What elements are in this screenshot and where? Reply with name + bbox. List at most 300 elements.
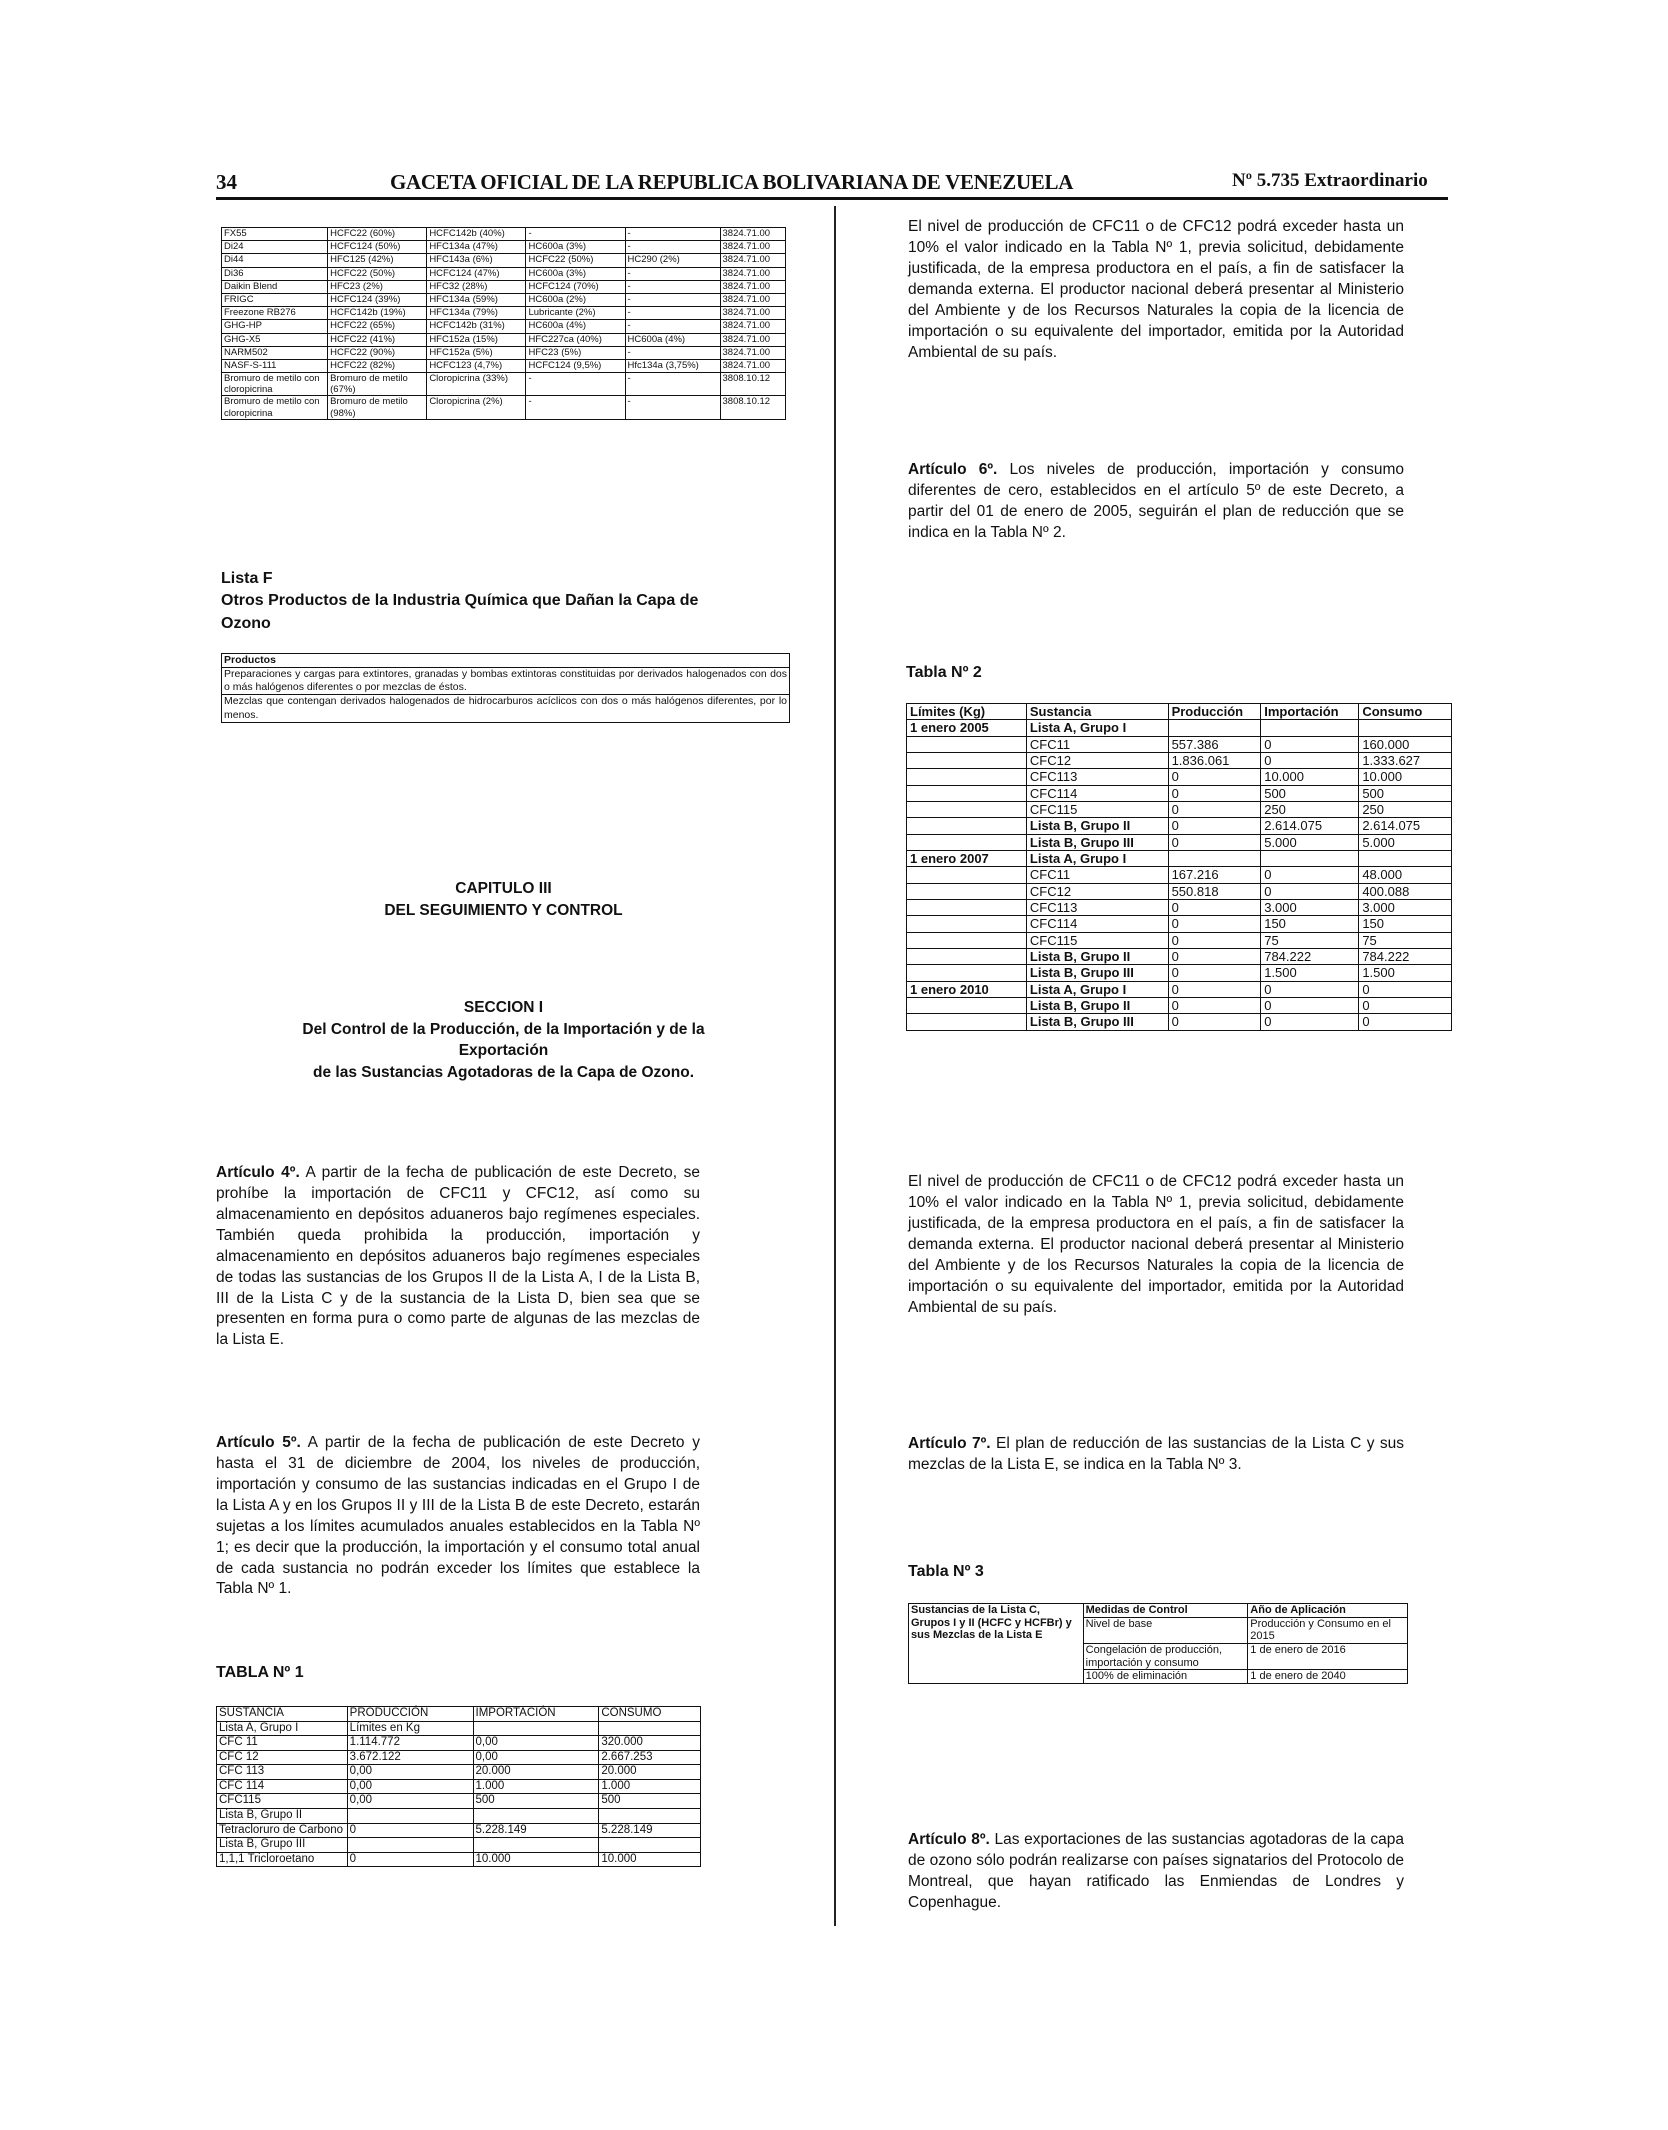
lista-f-table-header: Productos bbox=[222, 654, 790, 668]
tabla-1-cell: 2.667.253 bbox=[599, 1750, 701, 1765]
table-row bbox=[217, 1852, 701, 1867]
tabla-2-header: Límites (Kg) bbox=[907, 704, 1027, 720]
section-title-3: de las Sustancias Agotadoras de la Capa de Ozono. bbox=[313, 1064, 694, 1082]
mixture-cell: HCFC142b (19%) bbox=[328, 307, 427, 320]
tabla-2-cell: Lista B, Grupo III bbox=[1026, 1014, 1168, 1030]
tabla-2-cell: 500 bbox=[1261, 785, 1359, 801]
tabla-2-cell: 160.000 bbox=[1359, 736, 1452, 752]
tabla-1-cell: 0,00 bbox=[473, 1750, 599, 1765]
mixture-cell: - bbox=[526, 396, 625, 419]
table-cell bbox=[599, 1721, 701, 1736]
mixture-cell: HCFC22 (50%) bbox=[526, 254, 625, 267]
tabla-2-cell: 48.000 bbox=[1359, 867, 1452, 883]
tabla-1-cell: 0,00 bbox=[347, 1794, 473, 1809]
tabla-1-cell: 500 bbox=[473, 1794, 599, 1809]
right-paragraph-1: El nivel de producción de CFC11 o de CFC12 podrá exceder hasta un 10% el valor indicado en la Tabla Nº 1, previa solicitud, debidamente justificada, de la empresa productora en el país, a fin de satisfacer la demanda externa. El productor nacional deberá presentar al Ministerio del Ambiente y de los Recursos Naturales la copia de la licencia de importación o su equivalente del importador, emitida por la Autoridad Ambiental de su país. bbox=[908, 218, 1404, 361]
table-row bbox=[222, 333, 786, 346]
table-row bbox=[217, 1779, 701, 1794]
table-row bbox=[907, 948, 1452, 964]
mixture-cell: 3824.71.00 bbox=[720, 228, 785, 241]
tabla-2-cell: 0 bbox=[1261, 883, 1359, 899]
mixture-cell: HFC134a (79%) bbox=[427, 307, 526, 320]
tabla-2-cell: 150 bbox=[1261, 916, 1359, 932]
table-row bbox=[217, 1707, 701, 1722]
chapter-heading bbox=[221, 878, 786, 921]
mixture-cell: 3808.10.12 bbox=[720, 373, 785, 396]
mixture-cell: HC600a (2%) bbox=[526, 293, 625, 306]
article-4-label: Artículo 4º. bbox=[216, 1164, 300, 1181]
tabla-1-cell: 20.000 bbox=[599, 1765, 701, 1780]
tabla-2-cell bbox=[1168, 720, 1261, 736]
chapter-number: CAPITULO III bbox=[455, 880, 552, 897]
tabla-2-cell: 0 bbox=[1168, 965, 1261, 981]
mixture-cell: 3824.71.00 bbox=[720, 346, 785, 359]
page-number: 34 bbox=[216, 170, 237, 194]
mixture-cell: Daikin Blend bbox=[222, 280, 328, 293]
tabla-2-cell bbox=[907, 997, 1027, 1013]
table-row bbox=[907, 1014, 1452, 1030]
table-row bbox=[907, 899, 1452, 915]
mixture-cell: 3808.10.12 bbox=[720, 396, 785, 419]
article-7-label: Artículo 7º. bbox=[908, 1435, 991, 1452]
tabla-2-cell: 0 bbox=[1261, 867, 1359, 883]
tabla-2-cell: CFC11 bbox=[1026, 867, 1168, 883]
mixture-cell: HC600a (4%) bbox=[526, 320, 625, 333]
lista-f-heading bbox=[221, 568, 711, 635]
tabla-2-cell: Lista A, Grupo I bbox=[1026, 720, 1168, 736]
tabla-1-cell: CFC 113 bbox=[217, 1765, 348, 1780]
tabla-2-cell: Lista B, Grupo II bbox=[1026, 997, 1168, 1013]
table-row bbox=[217, 1808, 701, 1823]
tabla-2-cell: 0 bbox=[1168, 785, 1261, 801]
table-row bbox=[222, 346, 786, 359]
tabla-2 bbox=[906, 703, 1452, 1031]
tabla-2-cell: 5.000 bbox=[1261, 834, 1359, 850]
tabla-3-cell: 1 de enero de 2016 bbox=[1248, 1643, 1408, 1669]
mixture-cell: GHG-X5 bbox=[222, 333, 328, 346]
table-row bbox=[222, 241, 786, 254]
mixture-cell: FX55 bbox=[222, 228, 328, 241]
article-5 bbox=[216, 1433, 700, 1600]
tabla-2-cell: 0 bbox=[1359, 1014, 1452, 1030]
mixture-cell: Cloropicrina (33%) bbox=[427, 373, 526, 396]
table-row bbox=[217, 1838, 701, 1853]
mixture-cell: HFC23 (5%) bbox=[526, 346, 625, 359]
tabla-2-cell: 3.000 bbox=[1261, 899, 1359, 915]
tabla-2-cell bbox=[907, 785, 1027, 801]
table-row bbox=[222, 373, 786, 396]
mixture-cell: HCFC142b (40%) bbox=[427, 228, 526, 241]
article-8-text: Las exportaciones de las sustancias agotadoras de la capa de ozono sólo podrán realizarse con países signatarios del Protocolo de Montreal, que hayan ratificado las Enmiendas de Londres y Copenhague. bbox=[908, 1831, 1405, 1911]
tabla-2-cell bbox=[907, 965, 1027, 981]
mixture-cell: HFC143a (6%) bbox=[427, 254, 526, 267]
table-row bbox=[907, 720, 1452, 736]
tabla-2-cell bbox=[1359, 850, 1452, 866]
tabla-2-cell: 784.222 bbox=[1261, 948, 1359, 964]
mixture-cell: HCFC22 (41%) bbox=[328, 333, 427, 346]
article-8 bbox=[908, 1830, 1404, 1914]
tabla-2-cell: 250 bbox=[1261, 801, 1359, 817]
tabla-1-header: PRODUCCIÓN bbox=[347, 1707, 473, 1722]
table-cell bbox=[599, 1808, 701, 1823]
tabla-2-cell: 0 bbox=[1261, 1014, 1359, 1030]
mixture-cell: 3824.71.00 bbox=[720, 254, 785, 267]
gazette-title: GACETA OFICIAL DE LA REPUBLICA BOLIVARIANA DE VENEZUELA bbox=[390, 170, 1074, 194]
mixture-cell: HFC152a (5%) bbox=[427, 346, 526, 359]
table-row bbox=[907, 916, 1452, 932]
table-row bbox=[217, 1765, 701, 1780]
tabla-2-cell: CFC12 bbox=[1026, 752, 1168, 768]
mixture-cell: FRIGC bbox=[222, 293, 328, 306]
tabla-2-cell bbox=[907, 883, 1027, 899]
table-row bbox=[907, 752, 1452, 768]
mixture-cell: - bbox=[526, 228, 625, 241]
mixture-cell: HCFC22 (82%) bbox=[328, 359, 427, 372]
table-row bbox=[907, 801, 1452, 817]
tabla-3 bbox=[908, 1603, 1408, 1684]
mixture-cell: - bbox=[625, 267, 720, 280]
article-5-text: A partir de la fecha de publicación de este Decreto y hasta el 31 de diciembre de 2004, los niveles de producción, importación y consumo de las sustancias indicadas en el Grupo I de la Lista A y en los Grupos II y III de la Lista B de este Decreto, estarán sujetas a los límites acumulados anuales establecidos en la Tabla Nº 1; es decir que la producción, la importación y el consumo total anual de cada sustancia no podrán exceder los límites que establece la Tabla Nº 1. bbox=[216, 1434, 701, 1598]
chapter-title: DEL SEGUIMIENTO Y CONTROL bbox=[384, 901, 623, 919]
mixture-cell: HFC134a (59%) bbox=[427, 293, 526, 306]
tabla-1-group: Lista B, Grupo II bbox=[217, 1808, 348, 1823]
tabla-2-caption: Tabla Nº 2 bbox=[906, 664, 982, 681]
article-6-label: Artículo 6º. bbox=[908, 461, 998, 478]
tabla-1-group: Lista B, Grupo III bbox=[217, 1838, 348, 1853]
tabla-3-cell: 1 de enero de 2040 bbox=[1248, 1670, 1408, 1684]
tabla-2-cell: CFC113 bbox=[1026, 769, 1168, 785]
tabla-2-cell bbox=[907, 899, 1027, 915]
lista-f-item: Preparaciones y cargas para extintores, granadas y bombas extintoras constituidas por derivados halogenados con dos o más halógenos diferentes o por mezclas de éstos. bbox=[222, 668, 790, 695]
mixture-cell: Freezone RB276 bbox=[222, 307, 328, 320]
tabla-1-cell: 5.228.149 bbox=[599, 1823, 701, 1838]
tabla-2-cell: 500 bbox=[1359, 785, 1452, 801]
tabla-1-units: Límites en Kg bbox=[347, 1721, 473, 1736]
tabla-2-cell: Lista B, Grupo II bbox=[1026, 818, 1168, 834]
mixture-cell: NASF-S-111 bbox=[222, 359, 328, 372]
article-8-label: Artículo 8º. bbox=[908, 1831, 990, 1848]
article-4-text: A partir de la fecha de publicación de este Decreto, se prohíbe la importación de CFC11 y CFC12, así como su almacenamiento en depósitos aduaneros bajo regímenes especiales. También queda prohibida la producción, importación y almacenamiento en depósitos aduaneros bajo regímenes especiales de todas las sustancias de los Grupos II de la Lista A, I de la Lista B, III de la Lista C y de la sustancia de la Lista D, bien sea que se presenten en forma pura o como parte de algunas de las mezclas de la Lista E. bbox=[216, 1164, 700, 1349]
mixture-cell: 3824.71.00 bbox=[720, 280, 785, 293]
mixtures-table bbox=[221, 227, 786, 420]
tabla-1-cell: 1,1,1 Tricloroetano bbox=[217, 1852, 348, 1867]
tabla-3-header: Medidas de Control bbox=[1083, 1604, 1248, 1618]
tabla-1-header: SUSTANCIA bbox=[217, 1707, 348, 1722]
tabla-1-cell: 500 bbox=[599, 1794, 701, 1809]
table-row bbox=[907, 704, 1452, 720]
tabla-2-cell: 0 bbox=[1168, 899, 1261, 915]
article-7 bbox=[908, 1434, 1404, 1476]
table-cell bbox=[473, 1721, 599, 1736]
section-title-2: Exportación bbox=[458, 1042, 549, 1060]
mixture-cell: HC600a (4%) bbox=[625, 333, 720, 346]
tabla-2-cell: CFC113 bbox=[1026, 899, 1168, 915]
article-4 bbox=[216, 1163, 700, 1351]
tabla-2-cell: CFC115 bbox=[1026, 801, 1168, 817]
mixture-cell: 3824.71.00 bbox=[720, 241, 785, 254]
tabla-1-cell: 1.114.772 bbox=[347, 1736, 473, 1751]
tabla-2-cell: 0 bbox=[1168, 916, 1261, 932]
tabla-2-header: Importación bbox=[1261, 704, 1359, 720]
tabla-1-cell: 10.000 bbox=[473, 1852, 599, 1867]
tabla-2-cell bbox=[907, 736, 1027, 752]
mixture-cell: HC600a (3%) bbox=[526, 267, 625, 280]
table-row bbox=[907, 997, 1452, 1013]
tabla-1-cell: 0 bbox=[347, 1852, 473, 1867]
mixture-cell: Hfc134a (3,75%) bbox=[625, 359, 720, 372]
table-cell bbox=[347, 1838, 473, 1853]
table-row bbox=[907, 883, 1452, 899]
tabla-2-cell bbox=[907, 867, 1027, 883]
tabla-2-cell: 0 bbox=[1168, 997, 1261, 1013]
mixture-cell: HFC227ca (40%) bbox=[526, 333, 625, 346]
table-cell bbox=[599, 1838, 701, 1853]
tabla-2-cell: 0 bbox=[1168, 981, 1261, 997]
article-7-text: El plan de reducción de las sustancias de la Lista C y sus mezclas de la Lista E, se indica en la Tabla Nº 3. bbox=[908, 1435, 1405, 1473]
mixture-cell: HCFC22 (65%) bbox=[328, 320, 427, 333]
table-row bbox=[907, 867, 1452, 883]
tabla-1-cell: 3.672.122 bbox=[347, 1750, 473, 1765]
tabla-1-cell: 0 bbox=[347, 1823, 473, 1838]
mixture-cell: - bbox=[625, 396, 720, 419]
mixture-cell: Bromuro de metilo (98%) bbox=[328, 396, 427, 419]
tabla-2-cell bbox=[907, 948, 1027, 964]
table-row bbox=[222, 267, 786, 280]
section-number: SECCION I bbox=[463, 999, 544, 1016]
table-row bbox=[222, 254, 786, 267]
mixture-cell: 3824.71.00 bbox=[720, 359, 785, 372]
tabla-2-cell: 0 bbox=[1359, 997, 1452, 1013]
mixture-cell: Bromuro de metilo con cloropicrina bbox=[222, 396, 328, 419]
tabla-2-cell: 0 bbox=[1261, 736, 1359, 752]
tabla-2-cell: 400.088 bbox=[1359, 883, 1452, 899]
table-row bbox=[907, 850, 1452, 866]
tabla-2-cell: 10.000 bbox=[1359, 769, 1452, 785]
tabla-1-header: IMPORTACIÓN bbox=[473, 1707, 599, 1722]
mixture-cell: HFC125 (42%) bbox=[328, 254, 427, 267]
lista-f-item: Mezclas que contengan derivados halogenados de hidrocarburos acíclicos con dos o más halógenos diferentes, por lo menos. bbox=[222, 695, 790, 722]
table-cell bbox=[347, 1808, 473, 1823]
tabla-2-cell: Lista B, Grupo III bbox=[1026, 834, 1168, 850]
tabla-2-cell: 557.386 bbox=[1168, 736, 1261, 752]
table-row bbox=[217, 1721, 701, 1736]
tabla-2-cell: 10.000 bbox=[1261, 769, 1359, 785]
tabla-1-cell: CFC 114 bbox=[217, 1779, 348, 1794]
table-cell bbox=[473, 1808, 599, 1823]
lista-f-title: Lista F bbox=[221, 570, 273, 587]
tabla-2-cell: 550.818 bbox=[1168, 883, 1261, 899]
mixture-cell: HC600a (3%) bbox=[526, 241, 625, 254]
tabla-2-cell: Lista A, Grupo I bbox=[1026, 850, 1168, 866]
tabla-2-cell bbox=[1168, 850, 1261, 866]
tabla-2-cell: 2.614.075 bbox=[1261, 818, 1359, 834]
mixture-cell: HFC32 (28%) bbox=[427, 280, 526, 293]
mixture-cell: Di44 bbox=[222, 254, 328, 267]
table-row bbox=[907, 818, 1452, 834]
tabla-2-cell: 2.614.075 bbox=[1359, 818, 1452, 834]
tabla-2-cell bbox=[907, 752, 1027, 768]
tabla-2-cell bbox=[907, 916, 1027, 932]
table-row bbox=[222, 228, 786, 241]
tabla-2-cell: 0 bbox=[1261, 981, 1359, 997]
section-title-1: Del Control de la Producción, de la Importación y de la bbox=[302, 1020, 705, 1038]
tabla-1-cell: Tetracloruro de Carbono bbox=[217, 1823, 348, 1838]
tabla-1-caption: TABLA Nº 1 bbox=[216, 1664, 304, 1681]
table-row bbox=[217, 1794, 701, 1809]
tabla-1-cell: 5.228.149 bbox=[473, 1823, 599, 1838]
mixture-cell: HCFC123 (4,7%) bbox=[427, 359, 526, 372]
tabla-2-cell: Lista B, Grupo II bbox=[1026, 948, 1168, 964]
mixture-cell: 3824.71.00 bbox=[720, 293, 785, 306]
tabla-2-cell: 3.000 bbox=[1359, 899, 1452, 915]
mixture-cell: - bbox=[625, 307, 720, 320]
mixture-cell: HCFC124 (39%) bbox=[328, 293, 427, 306]
table-row bbox=[222, 293, 786, 306]
mixture-cell: HCFC124 (50%) bbox=[328, 241, 427, 254]
tabla-3-header: Año de Aplicación bbox=[1248, 1604, 1408, 1618]
tabla-2-cell: Lista B, Grupo III bbox=[1026, 965, 1168, 981]
section-heading bbox=[221, 997, 786, 1084]
tabla-2-cell: 0 bbox=[1359, 981, 1452, 997]
tabla-2-cell: 0 bbox=[1168, 1014, 1261, 1030]
tabla-3-cell: Congelación de producción, importación y consumo bbox=[1083, 1643, 1248, 1669]
tabla-2-cell bbox=[1261, 850, 1359, 866]
tabla-2-cell: 150 bbox=[1359, 916, 1452, 932]
tabla-2-cell: 75 bbox=[1359, 932, 1452, 948]
article-6 bbox=[908, 460, 1404, 544]
tabla-2-cell: 0 bbox=[1168, 769, 1261, 785]
tabla-3-cell: Nivel de base bbox=[1083, 1617, 1248, 1643]
mixture-cell: 3824.71.00 bbox=[720, 333, 785, 346]
tabla-1-cell: 320.000 bbox=[599, 1736, 701, 1751]
mixture-cell: Di24 bbox=[222, 241, 328, 254]
mixture-cell: - bbox=[625, 346, 720, 359]
tabla-2-cell: CFC114 bbox=[1026, 785, 1168, 801]
tabla-2-header: Producción bbox=[1168, 704, 1261, 720]
tabla-1-group: Lista A, Grupo I bbox=[217, 1721, 348, 1736]
mixture-cell: HCFC22 (90%) bbox=[328, 346, 427, 359]
mixture-cell: - bbox=[625, 320, 720, 333]
mixture-cell: Bromuro de metilo (67%) bbox=[328, 373, 427, 396]
table-row bbox=[222, 359, 786, 372]
lista-f-table bbox=[221, 653, 790, 723]
mixture-cell: - bbox=[625, 241, 720, 254]
mixture-cell: HCFC124 (47%) bbox=[427, 267, 526, 280]
tabla-2-cell: 1.500 bbox=[1359, 965, 1452, 981]
tabla-1-cell: 1.000 bbox=[473, 1779, 599, 1794]
mixture-cell: 3824.71.00 bbox=[720, 267, 785, 280]
mixture-cell: Lubricante (2%) bbox=[526, 307, 625, 320]
mixture-cell: HCFC142b (31%) bbox=[427, 320, 526, 333]
tabla-2-cell: 167.216 bbox=[1168, 867, 1261, 883]
table-row bbox=[907, 769, 1452, 785]
mixture-cell: Di36 bbox=[222, 267, 328, 280]
tabla-1-cell: CFC 12 bbox=[217, 1750, 348, 1765]
mixture-cell: - bbox=[625, 293, 720, 306]
tabla-1-cell: 10.000 bbox=[599, 1852, 701, 1867]
tabla-2-cell: CFC12 bbox=[1026, 883, 1168, 899]
table-row bbox=[217, 1823, 701, 1838]
tabla-2-cell: 1 enero 2005 bbox=[907, 720, 1027, 736]
table-row bbox=[222, 307, 786, 320]
tabla-2-cell bbox=[1261, 720, 1359, 736]
issue-number: Nº 5.735 Extraordinario bbox=[1232, 170, 1428, 191]
tabla-1-cell: 0,00 bbox=[473, 1736, 599, 1751]
right-paragraph-2: El nivel de producción de CFC11 o de CFC12 podrá exceder hasta un 10% el valor indicado en la Tabla Nº 1, previa solicitud, debidamente justificada, de la empresa productora en el país, a fin de satisfacer la demanda externa. El productor nacional deberá presentar al Ministerio del Ambiente y de los Recursos Naturales la copia de la licencia de importación o su equivalente del importador, emitida por la Autoridad Ambiental de su país. bbox=[908, 1173, 1404, 1316]
tabla-2-cell: 0 bbox=[1168, 932, 1261, 948]
tabla-2-cell: 0 bbox=[1168, 834, 1261, 850]
mixture-cell: HFC134a (47%) bbox=[427, 241, 526, 254]
table-row bbox=[907, 834, 1452, 850]
article-5-label: Artículo 5º. bbox=[216, 1434, 301, 1451]
tabla-2-cell: 0 bbox=[1261, 752, 1359, 768]
table-row bbox=[217, 1736, 701, 1751]
tabla-2-cell: 0 bbox=[1168, 818, 1261, 834]
tabla-1-cell: 0,00 bbox=[347, 1765, 473, 1780]
tabla-2-cell bbox=[907, 801, 1027, 817]
tabla-2-cell: CFC114 bbox=[1026, 916, 1168, 932]
mixture-cell: - bbox=[625, 280, 720, 293]
mixture-cell: Cloropicrina (2%) bbox=[427, 396, 526, 419]
mixture-cell: - bbox=[625, 228, 720, 241]
mixture-cell: Bromuro de metilo con cloropicrina bbox=[222, 373, 328, 396]
mixture-cell: HCFC22 (50%) bbox=[328, 267, 427, 280]
tabla-2-header: Sustancia bbox=[1026, 704, 1168, 720]
tabla-2-cell: 1.500 bbox=[1261, 965, 1359, 981]
tabla-2-cell: 1.333.627 bbox=[1359, 752, 1452, 768]
tabla-2-cell: CFC11 bbox=[1026, 736, 1168, 752]
table-row bbox=[907, 981, 1452, 997]
tabla-2-cell: Lista A, Grupo I bbox=[1026, 981, 1168, 997]
mixture-cell: NARM502 bbox=[222, 346, 328, 359]
header-rule bbox=[216, 197, 1448, 200]
tabla-2-cell: 250 bbox=[1359, 801, 1452, 817]
tabla-3-header: Sustancias de la Lista C, Grupos I y II (HCFC y HCFBr) y sus Mezclas de la Lista E bbox=[909, 1604, 1084, 1684]
tabla-2-cell: 784.222 bbox=[1359, 948, 1452, 964]
tabla-2-cell: 5.000 bbox=[1359, 834, 1452, 850]
tabla-3-cell: Producción y Consumo en el 2015 bbox=[1248, 1617, 1408, 1643]
mixture-cell: 3824.71.00 bbox=[720, 320, 785, 333]
tabla-2-cell bbox=[907, 1014, 1027, 1030]
tabla-2-cell bbox=[907, 769, 1027, 785]
tabla-2-cell: CFC115 bbox=[1026, 932, 1168, 948]
tabla-2-cell: 1 enero 2010 bbox=[907, 981, 1027, 997]
tabla-1-cell: 0,00 bbox=[347, 1779, 473, 1794]
tabla-1-cell: CFC115 bbox=[217, 1794, 348, 1809]
mixture-cell: - bbox=[526, 373, 625, 396]
table-row bbox=[222, 280, 786, 293]
column-divider bbox=[834, 206, 836, 1926]
tabla-2-cell: 0 bbox=[1261, 997, 1359, 1013]
tabla-3-cell: 100% de eliminación bbox=[1083, 1670, 1248, 1684]
tabla-1-cell: 20.000 bbox=[473, 1765, 599, 1780]
tabla-2-header: Consumo bbox=[1359, 704, 1452, 720]
mixture-cell: HFC23 (2%) bbox=[328, 280, 427, 293]
tabla-2-cell bbox=[1359, 720, 1452, 736]
tabla-2-cell: 1.836.061 bbox=[1168, 752, 1261, 768]
tabla-3-caption: Tabla Nº 3 bbox=[908, 1563, 984, 1580]
table-row bbox=[907, 965, 1452, 981]
tabla-2-cell: 0 bbox=[1168, 801, 1261, 817]
tabla-1 bbox=[216, 1706, 701, 1867]
mixture-cell: HCFC124 (70%) bbox=[526, 280, 625, 293]
lista-f-subtitle: Otros Productos de la Industria Química que Dañan la Capa de Ozono bbox=[221, 592, 699, 632]
table-row bbox=[907, 736, 1452, 752]
table-cell bbox=[473, 1838, 599, 1853]
mixture-cell: - bbox=[625, 373, 720, 396]
tabla-2-cell: 0 bbox=[1168, 948, 1261, 964]
table-row bbox=[222, 396, 786, 419]
